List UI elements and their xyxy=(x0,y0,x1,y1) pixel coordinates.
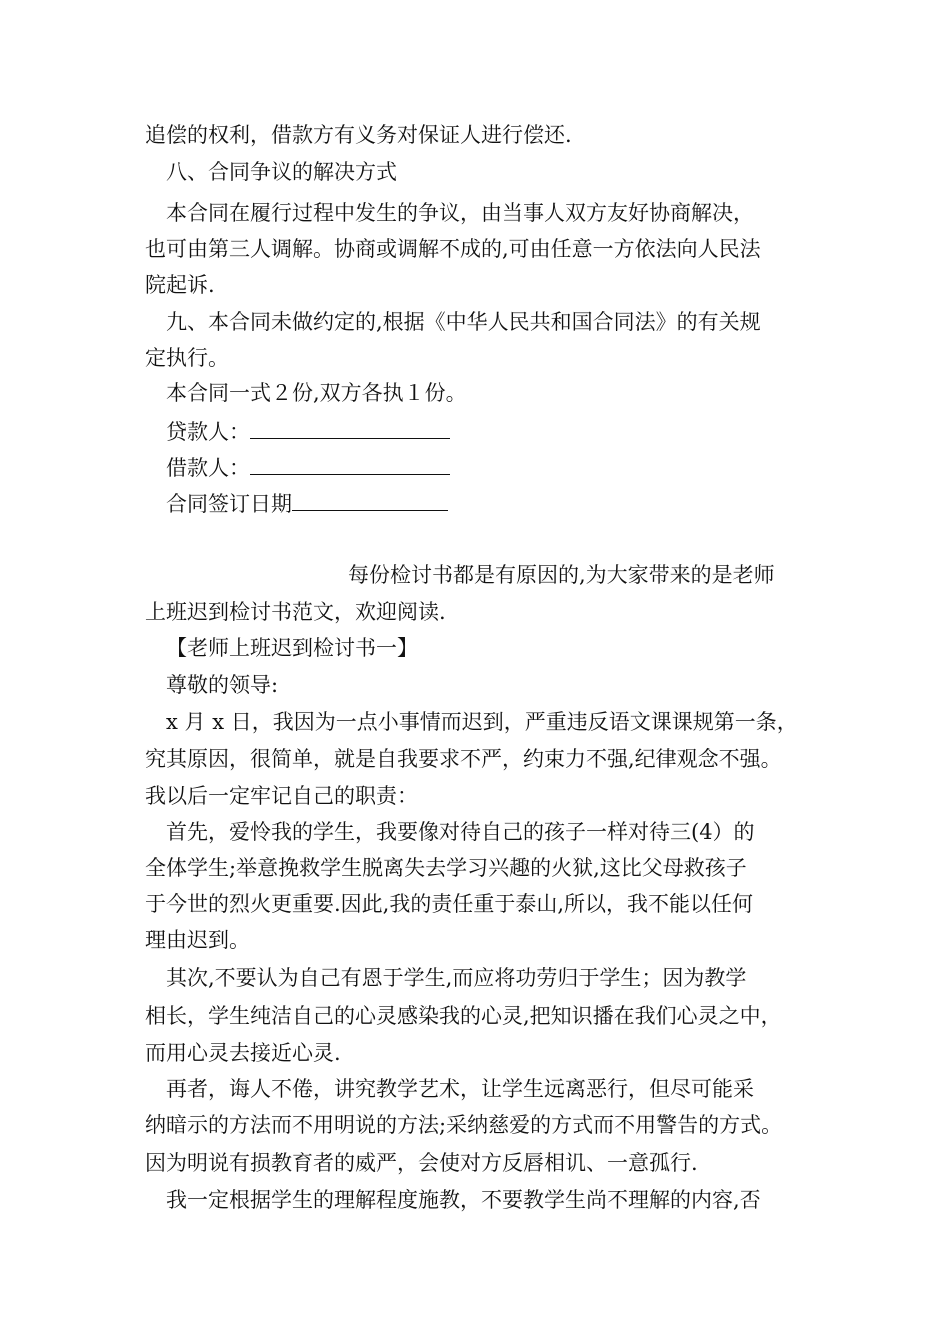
text-line: 我一定根据学生的理解程度施教，不要教学生尚不理解的内容,否 xyxy=(166,1188,761,1212)
lender-blank xyxy=(250,418,450,439)
text-line: 也可由第三人调解。协商或调解不成的,可由任意一方依法向人民法 xyxy=(145,237,761,261)
section-heading: 八、合同争议的解决方式 xyxy=(166,160,397,184)
text-line: 理由迟到。 xyxy=(145,928,250,952)
letter-heading: 【老师上班迟到检讨书一】 xyxy=(166,636,418,660)
text-line: 本合同在履行过程中发生的争议，由当事人双方友好协商解决， xyxy=(166,201,754,225)
lender-signature-line xyxy=(166,418,450,445)
text-line: 其次,不要认为自己有恩于学生,而应将功劳归于学生；因为教学 xyxy=(166,966,747,990)
text-line: x 月 x 日，我因为一点小事情而迟到，严重违反语文课课规第一条， xyxy=(166,710,798,734)
text-line: 首先，爱怜我的学生，我要像对待自己的孩子一样对待三(4）的 xyxy=(166,820,755,844)
text-line: 九、本合同未做约定的,根据《中华人民共和国合同法》的有关规 xyxy=(166,310,761,334)
borrower-blank xyxy=(250,454,450,475)
text-line: 再者，诲人不倦，讲究教学艺术，让学生远离恶行，但尽可能采 xyxy=(166,1077,754,1101)
intro-line: 上班迟到检讨书范文，欢迎阅读. xyxy=(145,600,446,624)
date-signature-line xyxy=(166,490,448,517)
date-blank xyxy=(292,490,448,511)
text-line: 定执行。 xyxy=(145,346,229,370)
text-line: 究其原因，很简单，就是自我要求不严，约束力不强,纪律观念不强。 xyxy=(145,747,782,771)
salutation: 尊敬的领导: xyxy=(166,673,279,697)
text-line: 而用心灵去接近心灵. xyxy=(145,1041,341,1065)
text-line: 于今世的烈火更重要.因此,我的责任重于泰山,所以，我不能以任何 xyxy=(145,892,754,916)
borrower-label: 借款人： xyxy=(166,456,250,480)
intro-line: 每份检讨书都是有原因的,为大家带来的是老师 xyxy=(348,563,775,587)
text-line: 院起诉. xyxy=(145,273,215,297)
text-line: 追偿的权利，借款方有义务对保证人进行偿还. xyxy=(145,123,572,147)
borrower-signature-line xyxy=(166,454,450,481)
text-line: 纳暗示的方法而不用明说的方法;采纳慈爱的方式而不用警告的方式。 xyxy=(145,1113,783,1137)
date-label: 合同签订日期 xyxy=(166,492,292,516)
text-line: 因为明说有损教育者的威严，会使对方反唇相讥、一意孤行. xyxy=(145,1151,698,1175)
lender-label: 贷款人： xyxy=(166,420,250,444)
text-line: 本合同一式２份,双方各执１份。 xyxy=(166,381,467,405)
text-line: 全体学生;举意挽救学生脱离失去学习兴趣的火狱,这比父母救孩子 xyxy=(145,856,747,880)
text-line: 我以后一定牢记自己的职责： xyxy=(145,784,418,808)
text-line: 相长，学生纯洁自己的心灵感染我的心灵,把知识播在我们心灵之中， xyxy=(145,1004,782,1028)
